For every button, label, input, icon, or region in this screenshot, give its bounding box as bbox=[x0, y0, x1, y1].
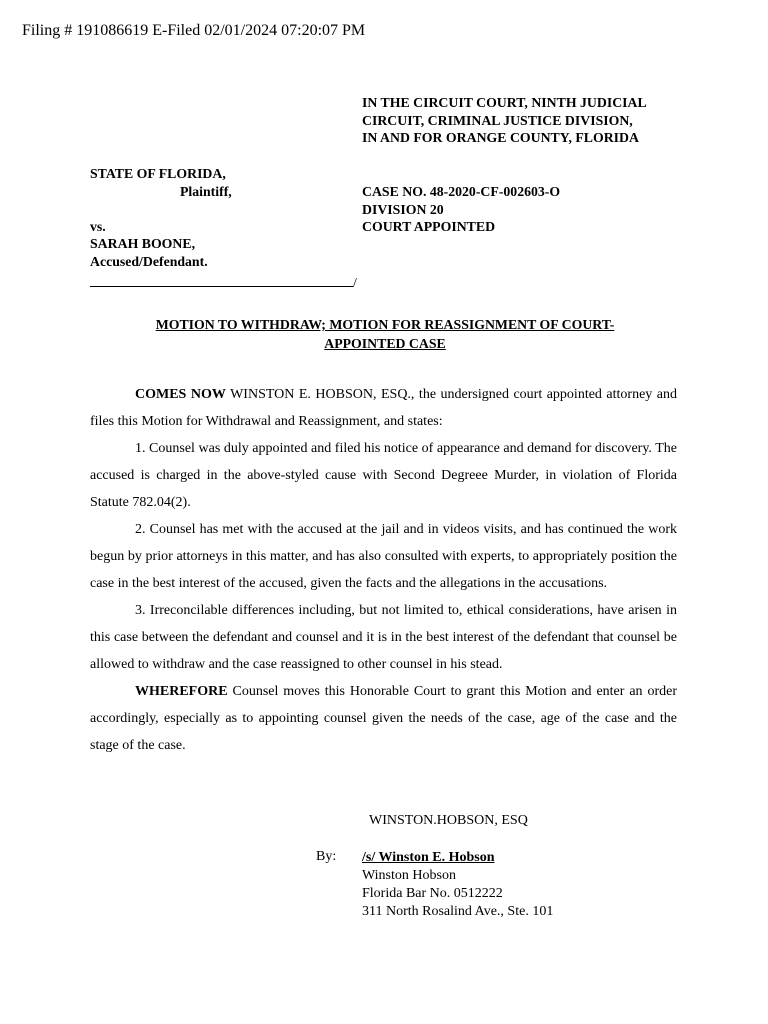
versus-label: vs. bbox=[90, 218, 106, 234]
separator-rule bbox=[90, 274, 353, 287]
appointment-status: COURT APPOINTED bbox=[362, 219, 496, 234]
signature-block bbox=[362, 849, 553, 921]
separator-slash: / bbox=[353, 275, 357, 290]
case-number: CASE NO. 48-2020-CF-002603-O bbox=[362, 184, 561, 199]
plaintiff-role: Plaintiff, bbox=[180, 183, 232, 199]
paragraph-1: 1. Counsel was duly appointed and filed his notice of appearance and demand for discovery. The accused is charged in the above-styled cause with Second Degreee Murder, in violation of Florida Statute 782.04(2). bbox=[90, 441, 677, 510]
plaintiff-name: STATE OF FLORIDA, bbox=[90, 166, 226, 181]
closing-text: Counsel moves this Honorable Court to grant this Motion and enter an order accordingly, especially as to appointing counsel given the needs of the case, age of the case and the stage of the case. bbox=[90, 684, 677, 753]
division: DIVISION 20 bbox=[362, 201, 444, 217]
case-caption-details bbox=[362, 183, 560, 236]
intro-text: WINSTON E. HOBSON, ESQ., the undersigned court appointed attorney and files this Motion for Withdrawal and Reassignment, and states: bbox=[90, 387, 677, 429]
intro-paragraph bbox=[90, 381, 677, 435]
electronic-signature: /s/ Winston E. Hobson bbox=[362, 850, 495, 865]
attorney-address: 311 North Rosalind Ave., Ste. 101 bbox=[362, 904, 554, 919]
caption-blank-line bbox=[90, 200, 232, 218]
signature-firm: WINSTON.HOBSON, ESQ bbox=[369, 813, 528, 828]
paragraph-3: 3. Irreconcilable differences including, but not limited to, ethical considerations, have arisen in this case between the defendant and counsel and it is in the best interest of the defendant that counsel be allowed to withdraw and the case reassigned to other counsel in his stead. bbox=[90, 603, 677, 672]
motion-title: MOTION TO WITHDRAW; MOTION FOR REASSIGNMENT OF COURT-APPOINTED CASE bbox=[155, 317, 615, 351]
attorney-name: Winston Hobson bbox=[362, 868, 456, 883]
closing-lead: WHEREFORE bbox=[135, 684, 228, 699]
court-line-3: IN AND FOR ORANGE COUNTY, FLORIDA bbox=[362, 130, 639, 145]
defendant-name: SARAH BOONE, bbox=[90, 236, 196, 251]
court-line-2: CIRCUIT, CRIMINAL JUSTICE DIVISION, bbox=[362, 112, 633, 128]
closing-paragraph bbox=[90, 678, 677, 759]
caption-separator bbox=[90, 274, 357, 291]
filing-stamp: Filing # 191086619 E-Filed 02/01/2024 07:20:07 PM bbox=[22, 22, 366, 39]
court-line-1: IN THE CIRCUIT COURT, NINTH JUDICIAL bbox=[362, 95, 647, 110]
bar-number: Florida Bar No. 0512222 bbox=[362, 886, 503, 901]
case-caption-parties bbox=[90, 165, 232, 270]
motion-body bbox=[90, 381, 677, 759]
defendant-role: Accused/Defendant. bbox=[90, 253, 208, 269]
court-heading bbox=[362, 94, 647, 147]
intro-lead: COMES NOW bbox=[135, 387, 226, 402]
paragraph-2: 2. Counsel has met with the accused at the jail and in videos visits, and has continued the work begun by prior attorneys in this matter, and has also consulted with experts, to appropriately position the case in the best interest of the accused, given the facts and the allegations in the accusations. bbox=[90, 522, 677, 591]
signature-by-label: By: bbox=[316, 849, 337, 864]
